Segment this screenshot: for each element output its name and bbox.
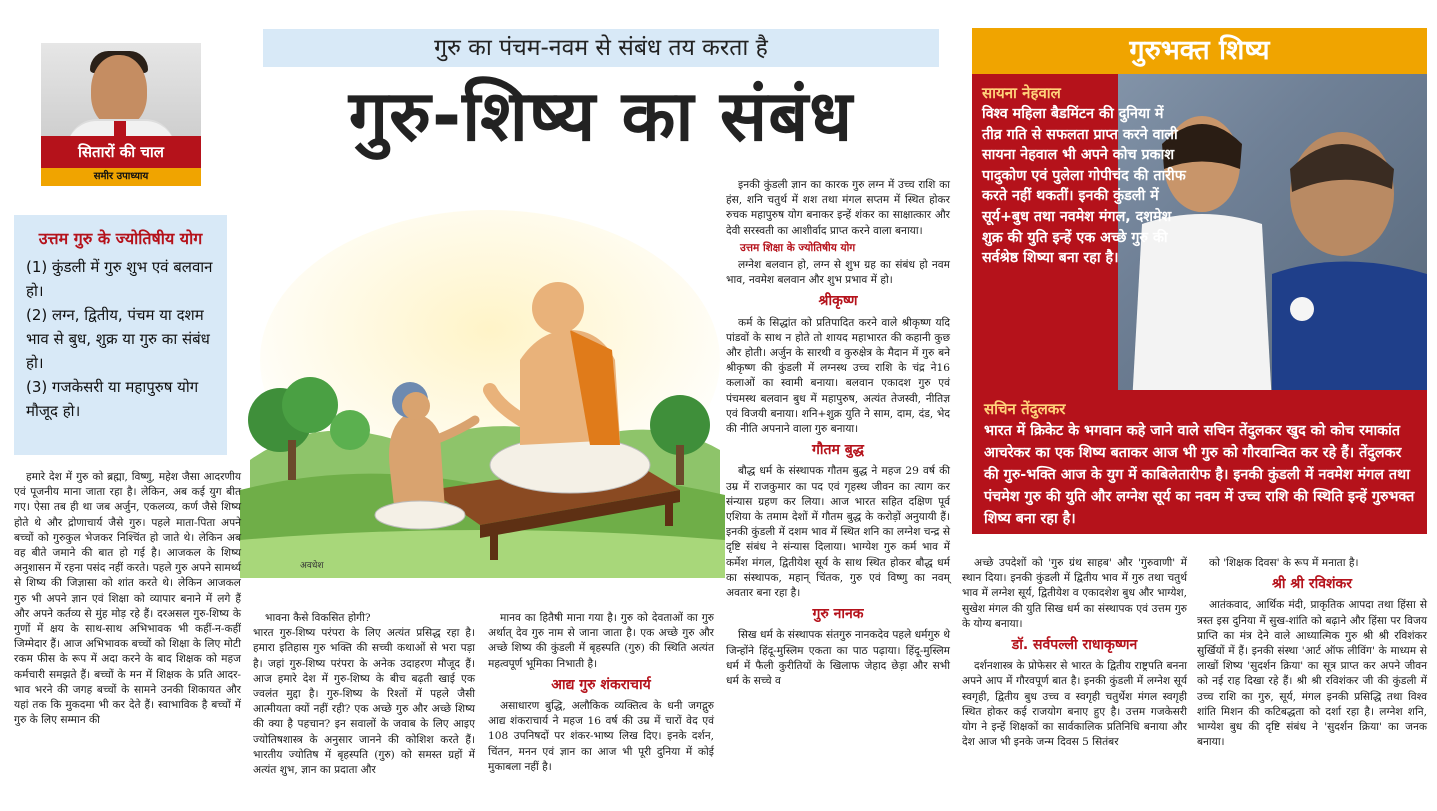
article-paragraph: कर्म के सिद्धांत को प्रतिपादित करने वाले श्रीकृष्ण यदि पांडवों के साथ न होते तो शायद महाभारत की कहानी कुछ और होती। अर्जुन के सारथी व कुरुक्षेत्र के मैदान में गुरु बने श्रीकृष्ण की कुंडली में लग्नस्थ उच्च राशि के चंद्र ने16 कलाओं का स्वामी बनाया। बलवान एकादश गुरु एवं पंचमस्थ बलवान बुध में महापुरुष, अत्यंत तेजस्वी, नीतिज्ञ एवं विजयी बनाया। शनि+शुक्र युति ने साम, दाम, दंड, भेद की नीति अपनाने वाला गुरु बनाया। (726, 316, 950, 436)
section-heading: डॉ. सर्वपल्ली राधाकृष्णन (1011, 637, 1138, 654)
columnist-block (41, 43, 201, 186)
illustration-credit: अवधेश (300, 561, 324, 571)
article-paragraph: को 'शिक्षक दिवस' के रूप में मनाता है। (1209, 557, 1359, 569)
article-paragraph: सिख धर्म के संस्थापक संतगुरु नानकदेव पहले धर्मगुरु थे जिन्होंने हिंदू-मुस्लिम एकता का पाठ पढ़ाया। हिंदू-मुस्लिम धर्म में फैली कुरीतियों के खिलाफ जेहाद छेड़ा और सभी धर्म के सच्चे व (726, 629, 950, 688)
sachin-body: भारत में क्रिकेट के भगवान कहे जाने वाले सचिन तेंदुलकर खुद को कोच रमाकांत आचरेकर का एक शिष्य बताकर आज भी गुरु को गौरवान्वित कर रहे हैं। तेंदुलकर की गुरु-भक्ति आज के युग में काबिलेतारीफ है। इनकी कुंडली में नवमेश मंगल तथा पंचमेश गुरु की युति और लग्नेश सूर्य का नवम में उच्च राशि की स्थिति इन्हें गुरुभक्त शिष्य बना रहा है। (984, 423, 1415, 527)
section-heading: गौतम बुद्ध (812, 442, 864, 459)
article-column-2 (253, 611, 475, 780)
article-paragraph: अच्छे उपदेशों को 'गुरु ग्रंथ साहब' और 'गुरुवाणी' में स्थान दिया। इनकी कुंडली में द्वितीय भाव में गुरु तथा चतुर्थ भाव में लग्नेश सूर्य, द्वितीयेश व एकादशेश बुध और भाग्येश, सुखेश मंगल की युति सिख धर्म का संस्थापक एवं उत्तम गुरु के योग्य बनाया। (962, 557, 1187, 630)
yoga-item: (3) गजकेसरी या महापुरुष योग मौजूद हो। (26, 378, 199, 420)
article-column-4 (726, 178, 950, 691)
section-subheading: उत्तम शिक्षा के ज्योतिषीय योग (740, 241, 856, 254)
sachin-block (972, 390, 1427, 534)
yoga-box (14, 215, 227, 455)
article-paragraph: मानव का हितैषी माना गया है। गुरु को देवताओं का गुरु अर्थात् देव गुरु नाम से जाना जाता है। एक अच्छे गुरु और अच्छे शिष्य की कुंडली में बृहस्पति (गुरु) की स्थिति अत्यंत महत्वपूर्ण भूमिका निभाती है। (488, 612, 714, 670)
sidebar-header: गुरुभक्त शिष्य (972, 28, 1427, 74)
yoga-item: (1) कुंडली में गुरु शुभ एवं बलवान हो। (26, 258, 213, 300)
article-paragraph: बौद्ध धर्म के संस्थापक गौतम बुद्ध ने महज 29 वर्ष की उम्र में राजकुमार का पद एवं गृहस्थ जीवन का त्याग कर संन्यास ग्रहण कर लिया। आज भारत सहित दक्षिण पूर्व एशिया के तमाम देशों में गौतम बुद्ध के करोड़ों अनुयायी हैं। इनकी कुंडली में दशम भाव में स्थित शनि का लग्नेश चन्द्र से दृष्टि संबंध ने संन्यास दिलाया। भाग्येश गुरु कर्म भाव में कर्मेश मंगल, द्वितीयेश सूर्य के साथ स्थित होकर बौद्ध धर्म का संस्थापक, महान् चिंतक, गुरु एवं विष्णु का नवम् अवतार बना रहा है। (726, 465, 950, 600)
yoga-title: उत्तम गुरु के ज्योतिषीय योग (38, 229, 203, 248)
article-column-3 (488, 611, 714, 777)
saina-block (982, 82, 1187, 382)
page-headline: गुरु-शिष्य का संबंध (348, 75, 854, 157)
guru-shishya-illustration (240, 210, 725, 578)
article-paragraph: भावना कैसे विकसित होगी? भारत गुरु-शिष्य परंपरा के लिए अत्यंत प्रसिद्ध रहा है। हमारा इतिहास गुरु भक्ति की सच्ची कथाओं से भरा पड़ा है। जहां गुरु-शिष्य परंपरा के अनेक उदाहरण मौजूद हैं। आज हमारे देश में गुरु-शिष्य के बीच बढ़ती खाई एक ज्वलंत मुद्दा है। गुरु-शिष्य के रिश्तों में पहले जैसी आत्मीयता क्यों नहीं रही? एक अच्छे गुरु और अच्छे शिष्य की क्या है पहचान? इन सवालों के जवाब के लिए आइए ज्योतिषशास्त्र के अनुसार जानने की कोशिश करते हैं। भारतीय ज्योतिष में बृहस्पति (गुरु) को समस्त ग्रहों में अत्यंत शुभ, ज्ञान का प्रदाता और (253, 612, 475, 777)
saina-body: विश्व महिला बैडमिंटन की दुनिया में तीव्र गति से सफलता प्राप्त करने वाली सायना नेहवाल भी अपने कोच प्रकाश पादुकोण एवं पुलेला गोपीचंद की तारीफ करते नहीं थकतीं। इनकी कुंडली में सूर्य+बुध तथा नवमेश मंगल, दशमेश शुक्र की युति इन्हें एक अच्छे गुरु की सर्वश्रेष्ठ शिष्या बना रहा है। (982, 106, 1186, 267)
yoga-item: (2) लग्न, द्वितीय, पंचम या दशम भाव से बुध, शुक्र या गुरु का संबंध हो। (26, 306, 210, 372)
section-heading: आद्य गुरु शंकराचार्य (551, 676, 651, 693)
section-heading: श्री श्री रविशंकर (1272, 576, 1352, 593)
article-column-1 (14, 470, 241, 730)
saina-name: सायना नेहवाल (982, 84, 1061, 102)
sachin-name: सचिन तेंदुलकर (984, 400, 1066, 418)
columnist-name: समीर उपाध्याय (41, 168, 201, 186)
section-heading: श्रीकृष्ण (818, 293, 858, 310)
article-paragraph: असाधारण बुद्धि, अलौकिक व्यक्तित्व के धनी जगद्गुरु आद्य शंकराचार्य ने महज 16 वर्ष की उम्र में चारों वेद एवं 108 उपनिषदों पर शंकर-भाष्य लिख दिए। इनके दर्शन, चिंतन, मनन एवं ज्ञान का आज भी पूरी दुनिया में कोई मुकाबला नहीं है। (488, 700, 714, 773)
article-paragraph: दर्शनशास्त्र के प्रोफेसर से भारत के द्वितीय राष्ट्रपति बनना अपने आप में गौरवपूर्ण बात है। इनकी कुंडली में लग्नेश सूर्य स्वगृही, द्वितीय बुध उच्च व स्वगृही चतुर्थेश मंगल स्वगृही स्थित होकर कई राजयोग बनाए हुए है। उत्तम गजकेसरी योग ने इन्हें शिक्षकों का सार्वकालिक प्रतिनिधि बनाया और देश आज भी इनके जन्म दिवस 5 सितंबर (962, 660, 1187, 749)
article-paragraph: हमारे देश में गुरु को ब्रह्मा, विष्णु, महेश जैसा आदरणीय एवं पूजनीय माना जाता रहा है। लेकिन, अब कई युग बीत गए। ऐसा तब ही था जब अर्जुन, एकलव्य, कर्ण जैसे शिष्य होते थे और द्रोणाचार्य जैसे गुरु। पहले माता-पिता अपने बच्चों को गुरुकुल भेजकर निश्चिंत हो जाते थे। लेकिन अब वह बीते जमाने की बात हो गई है। आजकल के शिष्य अनुशासन में रहना पसंद नहीं करते। पहले गुरु अपने सामर्थ्य से शिष्य की जिज्ञासा को शांत करते थे। लेकिन आजकल गुरु भी अपने ज्ञान एवं शिक्षा को व्यापार बनाने में लगे हैं और अपने कर्तव्य से मुंह मोड़ रहे हैं। दरअसल गुरु-शिष्य के गुणों में क्षय के साथ-साथ अभिभावक भी कहीं-न-कहीं जिम्मेदार हैं। आज अभिभावक बच्चों को शिक्षा के लिए मोटी रकम फीस के रूप में अदा करने के बाद शिक्षक को महज कर्मचारी समझते हैं। बच्चों के मन में शिक्षक के प्रति आदर-भाव भरने की जगह बच्चों के सामने उनकी शिकायत और यहां तक कि मुकदमा भी कर देते हैं। स्वाभाविक है बच्चों में गुरु के लिए सम्मान की (14, 471, 241, 727)
article-paragraph: आतंकवाद, आर्थिक मंदी, प्राकृतिक आपदा तथा हिंसा से त्रस्त इस दुनिया में सुख-शांति को बढ़ाने और हिंसा पर विजय प्राप्ति का मंत्र देने वाले आध्यात्मिक गुरु श्री श्री रविशंकर सुर्खियों में हैं। इनकी संस्था 'आर्ट ऑफ लीविंग' के माध्यम से लाखों शिष्य 'सुदर्शन क्रिया' का सूत्र प्राप्त कर अपने जीवन को नई राह दिखा रहे हैं। श्री श्री रविशंकर जी की कुंडली में उच्च राशि का गुरु, सूर्य, मंगल इनकी प्रसिद्धि तथा विश्व शांति मिशन की कटिबद्धता को दर्शा रहा है। लग्नेश शनि, भाग्येश बुध की दृष्टि संबंध ने 'सुदर्शन क्रिया' का जनक बनाया। (1197, 599, 1427, 749)
article-paragraph: इनकी कुंडली ज्ञान का कारक गुरु लग्न में उच्च राशि का हंस, शनि चतुर्थ में शश तथा मंगल सप्तम में स्थित होकर रुचक महापुरुष योग बनाकर इन्हें शंकर का साक्षात्कार और देवी सरस्वती का आशीर्वाद प्राप्त करने वाला बनाया। (726, 179, 950, 237)
article-column-6 (1197, 556, 1427, 752)
column-banner: सितारों की चाल (41, 136, 201, 168)
article-column-5 (962, 556, 1187, 752)
headline-kicker: गुरु का पंचम-नवम से संबंध तय करता है (263, 29, 939, 67)
section-heading: गुरु नानक (812, 606, 864, 623)
article-paragraph: लग्नेश बलवान हो, लग्न से शुभ ग्रह का संबंध हो नवम भाव, नवमेश बलवान और शुभ प्रभाव में हो। (726, 259, 950, 287)
columnist-photo (41, 43, 201, 136)
